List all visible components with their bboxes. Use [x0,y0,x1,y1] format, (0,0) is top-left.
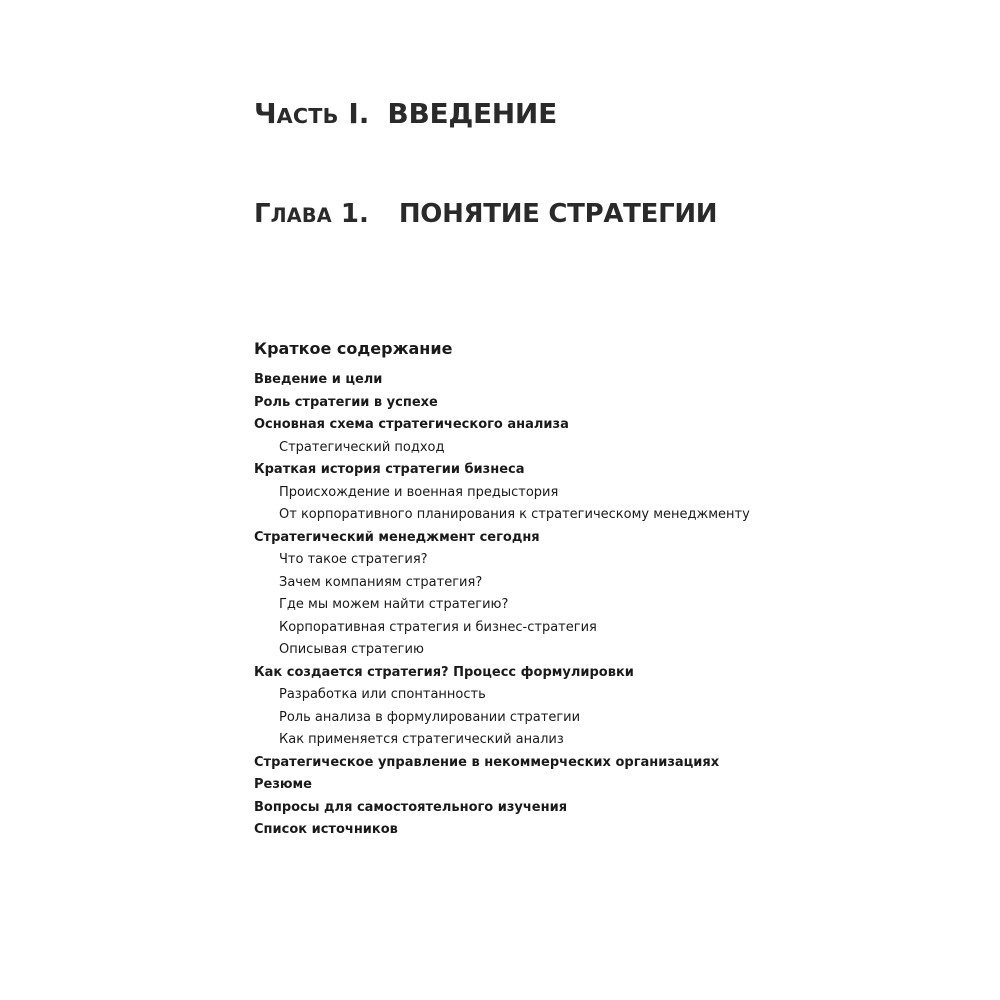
part-label-rest: АСТЬ [276,104,339,128]
summary-section-item: Краткая история стратегии бизнеса [254,462,525,477]
summary-subsection-item: Разработка или спонтанность [279,687,486,702]
part-label-initial: Ч [254,97,277,130]
chapter-label-initial: Г [254,199,271,229]
part-heading [254,97,557,130]
summary-section-item: Список источников [254,822,398,837]
summary-section-item: Стратегический менеджмент сегодня [254,529,540,545]
summary-section-item: Вопросы для самостоятельного изучения [254,799,568,815]
summary-subsection-item: Корпоративная стратегия и бизнес-стратегия [279,619,597,635]
summary-section-item: Как создается стратегия? Процесс формулировки [254,664,634,680]
summary-subsection-item: Что такое стратегия? [279,552,428,567]
part-title: ВВЕДЕНИЕ [387,97,557,130]
summary-section-item: Основная схема стратегического анализа [254,417,569,432]
summary-section-item: Стратегическое управление в некоммерческих организациях [254,754,720,770]
summary-list [254,369,954,842]
summary-section-item: Введение и цели [254,372,383,387]
chapter-heading [254,201,717,227]
summary-subsection-item: Происхождение и военная предыстория [279,484,559,500]
summary-subsection-item: Стратегический подход [279,439,445,455]
summary-title: Краткое содержание [254,339,453,358]
chapter-label-rest: ЛАВА [270,204,332,227]
part-number: I. [348,97,370,130]
summary-section-item: Роль стратегии в успехе [254,394,438,410]
chapter-title: ПОНЯТИЕ СТРАТЕГИИ [398,199,718,229]
summary-section-item: Резюме [254,777,312,792]
summary-subsection-item: От корпоративного планирования к стратегическому менеджменту [279,507,750,522]
chapter-summary [254,338,954,842]
summary-subsection-item: Зачем компаниям стратегия? [279,574,483,590]
summary-subsection-item: Роль анализа в формулировании стратегии [279,709,581,725]
chapter-number: 1. [340,199,369,229]
summary-subsection-item: Как применяется стратегический анализ [279,732,564,747]
summary-subsection-item: Описывая стратегию [279,642,424,657]
summary-subsection-item: Где мы можем найти стратегию? [279,597,509,612]
